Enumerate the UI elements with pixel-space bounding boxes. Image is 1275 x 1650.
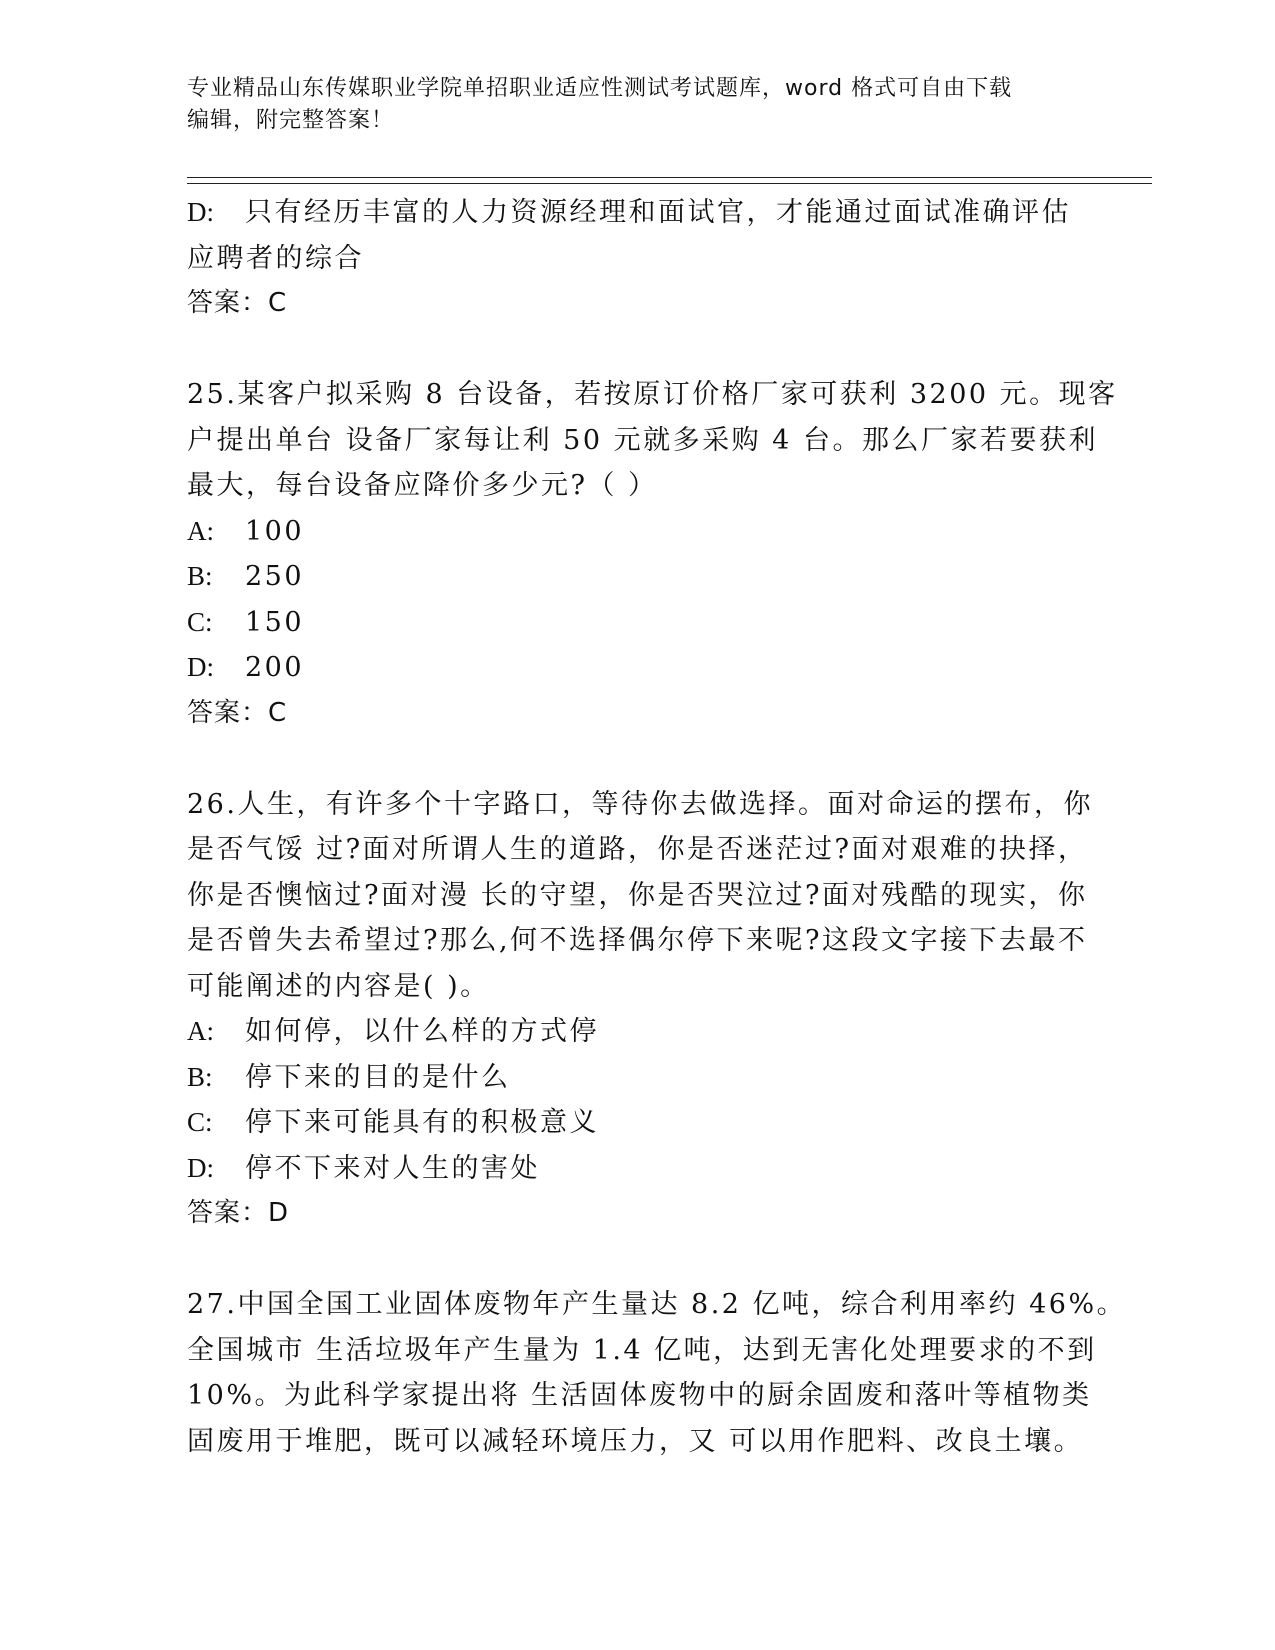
option-text: 150 xyxy=(245,606,305,638)
header-divider-bottom xyxy=(187,183,1152,184)
answer: 答案：C xyxy=(187,697,288,728)
option-a xyxy=(187,509,1087,555)
header-line-2: 编辑，附完整答案！ xyxy=(187,108,395,133)
option-text: 只有经历丰富的人力资源经理和面试官，才能通过面试准确评估 xyxy=(245,197,1071,228)
question-stem-line: 户提出单台 设备厂家每让利 50 元就多采购 4 台。那么厂家若要获利 xyxy=(187,424,1098,456)
page-header xyxy=(187,73,1067,137)
spacer xyxy=(187,1237,1087,1283)
question-stem-line: 10%。为此科学家提出将 生活固体废物中的厨余固废和落叶等植物类 xyxy=(187,1380,1092,1411)
option-b xyxy=(187,1055,1087,1101)
option-d xyxy=(187,645,1087,691)
option-label: D: xyxy=(187,197,214,227)
spacer xyxy=(187,736,1087,782)
question-stem-line: 27.中国全国工业固体废物年产生量达 8.2 亿吨，综合利用率约 46%。 xyxy=(187,1289,1127,1320)
option-d-continued: 应聘者的综合 xyxy=(187,242,364,274)
question-stem-line: 是否气馁 过?面对所谓人生的道路，你是否迷茫过?面对艰难的抉择， xyxy=(187,834,1088,865)
question-24 xyxy=(187,190,1087,327)
option-label: A: xyxy=(187,515,214,546)
option-label: B: xyxy=(187,1061,213,1092)
question-content xyxy=(187,190,1127,1464)
option-label: C: xyxy=(187,606,213,637)
option-c xyxy=(187,600,1087,646)
answer: 答案：D xyxy=(187,1198,290,1228)
option-text: 停下来可能具有的积极意义 xyxy=(245,1107,599,1138)
header-line-1: 专业精品山东传媒职业学院单招职业适应性测试考试题库，word 格式可自由下载 xyxy=(187,76,1013,101)
option-text: 停下来的目的是什么 xyxy=(245,1061,511,1093)
option-d xyxy=(187,190,1087,236)
option-text: 250 xyxy=(245,561,305,592)
option-text: 100 xyxy=(245,515,305,547)
question-stem-line: 是否曾失去希望过?那么,何不选择偶尔停下来呢?这段文字接下去最不 xyxy=(187,925,1088,956)
option-label: A: xyxy=(187,1016,214,1046)
option-text: 如何停，以什么样的方式停 xyxy=(245,1016,599,1047)
answer: 答案：C xyxy=(187,288,288,318)
question-stem-line: 固废用于堆肥，既可以减轻环境压力，又 可以用作肥料、改良土壤。 xyxy=(187,1425,1084,1457)
spacer xyxy=(187,327,1087,373)
option-label: B: xyxy=(187,561,213,591)
question-stem-line: 26.人生，有许多个十字路口，等待你去做选择。面对命运的摆布，你 xyxy=(187,788,1093,820)
question-26 xyxy=(187,782,1093,1237)
option-d xyxy=(187,1146,1087,1192)
option-text: 停不下来对人生的害处 xyxy=(245,1152,540,1184)
option-a xyxy=(187,1009,1087,1055)
option-label: D: xyxy=(187,1152,214,1183)
option-c xyxy=(187,1100,1087,1146)
option-label: D: xyxy=(187,652,214,682)
question-stem-line: 最大，每台设备应降价多少元?（ ） xyxy=(187,470,658,501)
question-25 xyxy=(187,372,1118,736)
question-stem-line: 可能阐述的内容是( )。 xyxy=(187,970,490,1002)
option-label: C: xyxy=(187,1107,213,1137)
question-stem-line: 全国城市 生活垃圾年产生量为 1.4 亿吨，达到无害化处理要求的不到 xyxy=(187,1334,1097,1366)
option-text: 200 xyxy=(245,652,305,683)
question-stem-line: 你是否懊恼过?面对漫 长的守望，你是否哭泣过?面对残酷的现实，你 xyxy=(187,879,1088,911)
option-b xyxy=(187,554,1087,600)
question-stem-line: 25.某客户拟采购 8 台设备，若按原订价格厂家可获利 3200 元。现客 xyxy=(187,379,1118,410)
question-27 xyxy=(187,1282,1127,1464)
header-divider-top xyxy=(187,177,1152,178)
